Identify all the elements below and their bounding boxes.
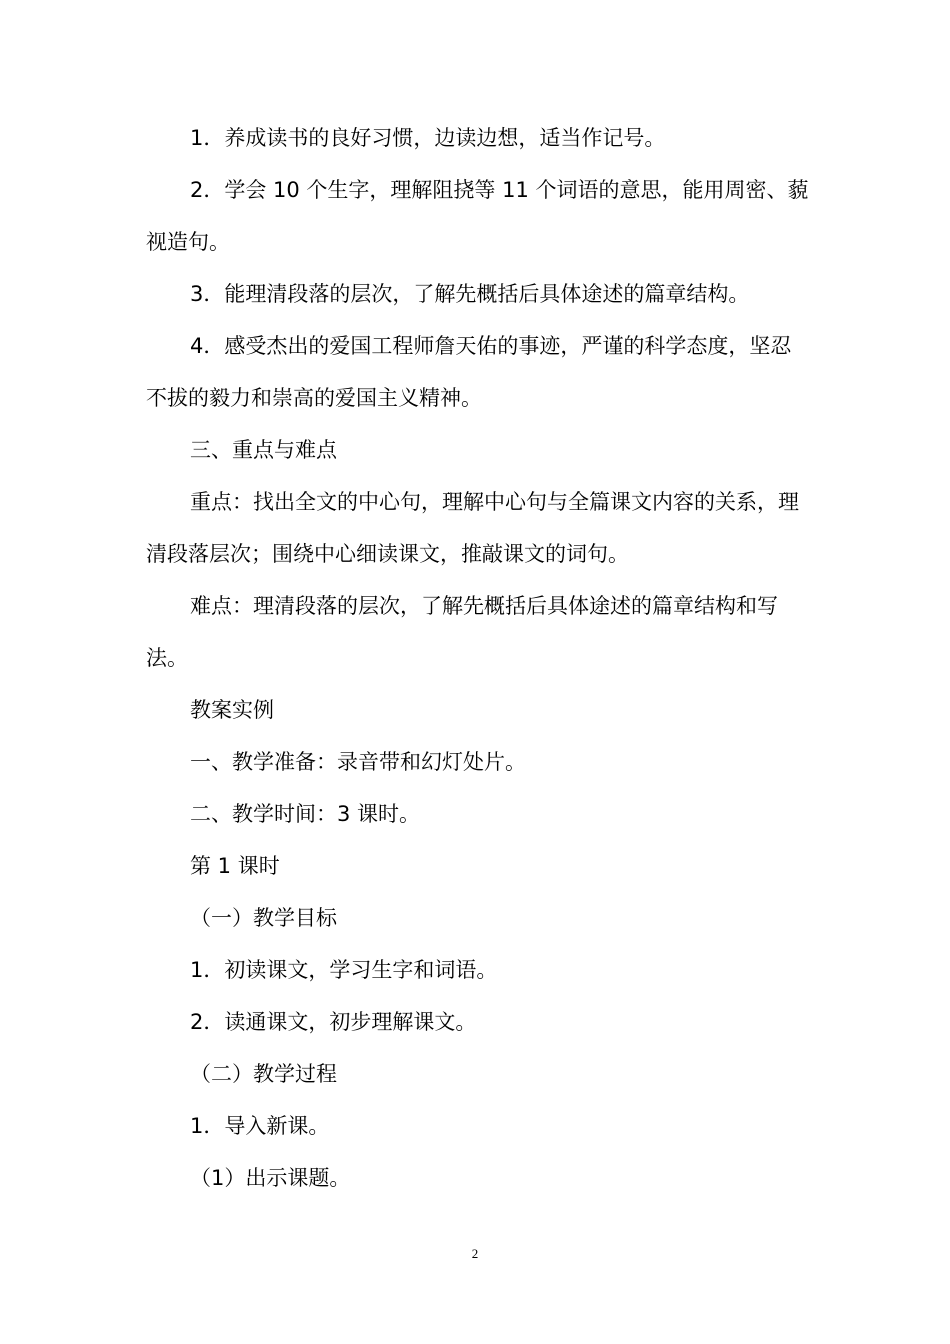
section-heading-key-points: 三、重点与难点 [190,438,337,462]
page-number: 2 [471,1246,479,1261]
objective-2: 2．学会 10 个生字，理解阻挠等 11 个词语的意思，能用周密、藐视造句。 [146,178,809,254]
document-body [146,112,811,1204]
objective-1: 1．养成读书的良好习惯，边读边想，适当作记号。 [190,126,666,150]
difficulty-text: 难点：理清段落的层次，了解先概括后具体途述的篇章结构和写法。 [146,594,778,670]
key-point-text: 重点：找出全文的中心句，理解中心句与全篇课文内容的关系，理清段落层次；围绕中心细读课文，推敲课文的词句。 [146,490,799,566]
lesson-example-heading: 教案实例 [190,698,274,722]
teaching-time: 二、教学时间：3 课时。 [190,802,421,826]
objective-4: 4．感受杰出的爱国工程师詹天佑的事迹，严谨的科学态度，坚忍不拔的毅力和崇高的爱国主义精神。 [146,334,792,410]
goal-1: 1．初读课文，学习生字和词语。 [190,958,498,982]
teaching-preparation: 一、教学准备：录音带和幻灯处片。 [190,750,526,774]
goal-2: 2．读通课文，初步理解课文。 [190,1010,477,1034]
process-substep-1: （1）出示课题。 [190,1166,351,1190]
teaching-process-heading: （二）教学过程 [190,1062,337,1086]
objective-3: 3．能理清段落的层次，了解先概括后具体途述的篇章结构。 [190,282,750,306]
teaching-goals-heading: （一）教学目标 [190,906,337,930]
lesson-1-heading: 第 1 课时 [190,854,280,878]
process-step-1: 1．导入新课。 [190,1114,330,1138]
